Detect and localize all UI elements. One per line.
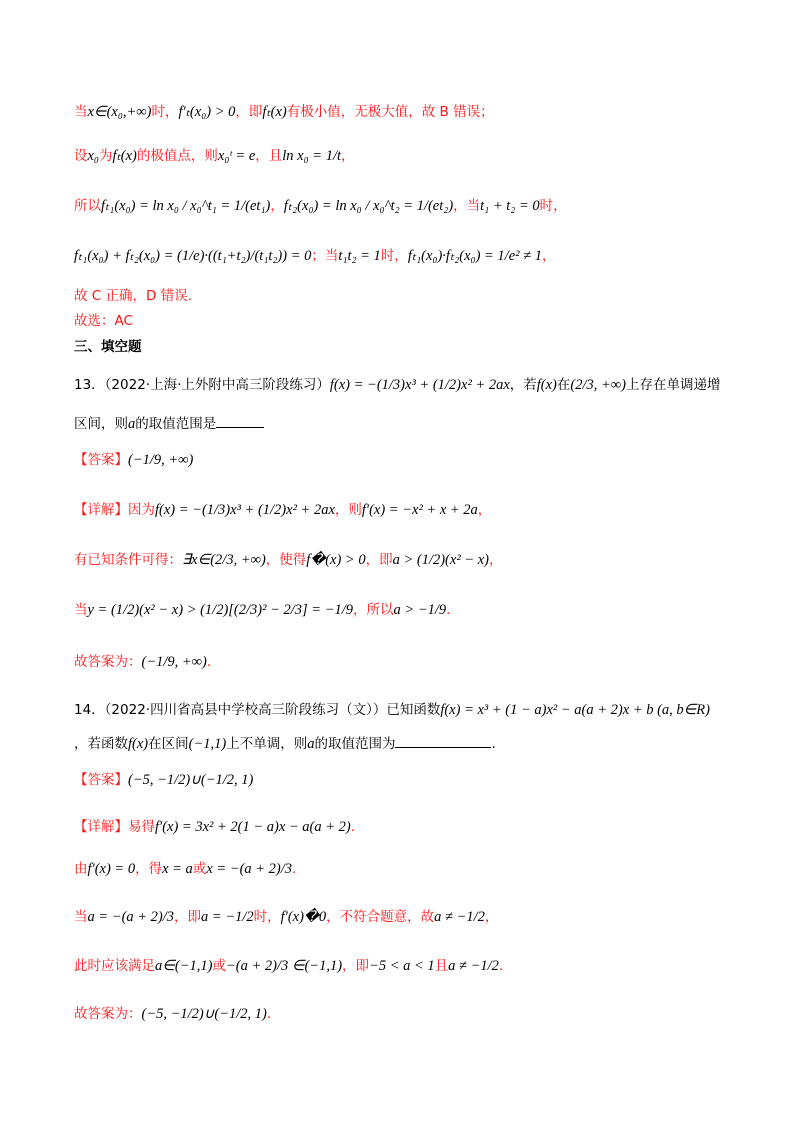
- text-span: ，若函数: [74, 736, 128, 752]
- math-expression: a = −(a + 2)/3: [87, 909, 175, 925]
- text-line: [74, 286, 192, 306]
- text-span: ，即: [174, 909, 202, 925]
- text-span: 区间，则: [74, 416, 128, 432]
- text-span: 在: [556, 377, 571, 393]
- text-span: 或: [192, 861, 207, 877]
- text-span: 有极小值，无极大值，故 B 错误；: [286, 104, 494, 120]
- math-expression: a > −1/9: [393, 602, 447, 618]
- text-span: .: [206, 654, 212, 670]
- text-span: .: [491, 736, 496, 752]
- question-14: [74, 700, 710, 720]
- text-span: ，: [484, 909, 499, 925]
- text-span: ，若: [509, 377, 537, 393]
- math-expression: ln x₀ = 1/t: [282, 148, 342, 164]
- text-span: ，使得: [265, 552, 307, 568]
- math-expression: x∈(x₀,+∞): [87, 104, 152, 120]
- answer-13: [74, 450, 193, 470]
- text-span: ，: [477, 502, 492, 518]
- math-expression: y = (1/2)(x² − x) > (1/2)[(2/3)² − 2/3] = −1/9: [87, 602, 354, 618]
- text-span: 由: [74, 861, 88, 877]
- text-span: 此时应该满足: [74, 958, 155, 974]
- solution-line: [74, 652, 211, 672]
- text-span: ，: [270, 198, 284, 214]
- text-span: 在区间: [148, 736, 189, 752]
- text-span: .: [498, 958, 504, 974]
- solution-line: [74, 600, 450, 620]
- text-span: 时，: [539, 198, 567, 214]
- text-span: ，: [341, 148, 355, 164]
- text-span: 当: [74, 602, 88, 618]
- text-span: ，即: [365, 552, 393, 568]
- question-13: [74, 375, 720, 395]
- text-line: [74, 733, 496, 754]
- text-span: ，所以: [353, 602, 394, 618]
- math-expression: (−1,1): [188, 736, 227, 752]
- math-expression: fₜ₁(x₀)·fₜ₂(x₀) = 1/e² ≠ 1: [407, 248, 542, 264]
- math-expression: x₀ᵗ = e: [217, 148, 256, 164]
- text-span: 【详解】因为: [74, 502, 155, 518]
- text-span: ，得: [135, 861, 163, 877]
- math-expression: x = a: [162, 861, 193, 877]
- answer-blank: [395, 733, 491, 748]
- text-line: [74, 413, 264, 434]
- text-span: 故选：AC: [74, 313, 133, 329]
- math-expression: a: [128, 416, 136, 432]
- math-expression: a ≠ −1/2: [434, 909, 485, 925]
- math-expression: f(x) = x³ + (1 − a)x² − a(a + 2)x + b (a, b∈R): [440, 702, 710, 718]
- text-span: ，则: [334, 502, 362, 518]
- math-expression: f′ₜ(x₀) > 0: [178, 104, 236, 120]
- math-expression: a = −1/2: [201, 909, 254, 925]
- answer-blank: [216, 413, 264, 428]
- math-expression: t₁ + t₂ = 0: [480, 198, 540, 214]
- text-span: 的取值范围为: [314, 736, 396, 752]
- text-span: 【答案】: [74, 452, 128, 468]
- text-span: 有已知条件可得：: [74, 552, 182, 568]
- text-span: 时，: [151, 104, 179, 120]
- math-expression: fₜ₁(x₀) + fₜ₂(x₀) = (1/e)·((t₁+t₂)/(t₁t₂)) = 0: [74, 248, 312, 264]
- math-expression: f(x) = −(1/3)x³ + (1/2)x² + 2ax: [155, 502, 335, 518]
- math-expression: a ≠ −1/2: [448, 958, 499, 974]
- text-span: 上不单调，则: [226, 736, 308, 752]
- text-span: ，: [488, 552, 503, 568]
- text-span: .: [292, 861, 297, 877]
- math-expression: x = −(a + 2)/3: [206, 861, 293, 877]
- text-span: ，即: [342, 958, 370, 974]
- solution-line: [74, 817, 355, 837]
- math-expression: −5 < a < 1: [369, 958, 435, 974]
- text-span: 14．（2022·四川省高县中学校高三阶段练习（文））已知函数: [74, 702, 441, 718]
- math-expression: x₀: [87, 148, 99, 164]
- math-expression: −(a + 2)/3 ∈(−1,1): [225, 958, 343, 974]
- answer-14: [74, 770, 253, 790]
- text-span: 当: [74, 104, 88, 120]
- solution-line: [74, 956, 503, 976]
- math-expression: f(x): [536, 377, 557, 393]
- text-span: 时，: [380, 248, 408, 264]
- text-span: 且: [434, 958, 449, 974]
- math-expression: t₁t₂ = 1: [338, 248, 381, 264]
- text-span: .: [350, 819, 356, 835]
- math-expression: f′(x) = 3x² + 2(1 − a)x − a(a + 2): [155, 819, 351, 835]
- math-expression: fₜ(x): [262, 104, 287, 120]
- text-span: 所以: [74, 198, 101, 214]
- text-span: 时，: [253, 909, 281, 925]
- text-span: 故答案为：: [74, 654, 142, 670]
- math-expression: f′(x)�0: [280, 909, 327, 925]
- math-expression: ∃x∈(2/3, +∞): [182, 552, 266, 568]
- text-line: [74, 246, 555, 266]
- text-span: ，当: [453, 198, 481, 214]
- math-expression: f′(x) = −x² + x + 2a: [361, 502, 478, 518]
- math-expression: a∈(−1,1): [155, 958, 213, 974]
- math-expression: fₜ₂(x₀) = ln x₀ / x₀^t₂ = 1/(et₂): [283, 198, 454, 214]
- solution-line: [74, 907, 498, 927]
- text-span: 【答案】: [74, 772, 128, 788]
- math-expression: (−5, −1/2)∪(−1/2, 1): [128, 772, 254, 788]
- text-span: ；当: [311, 248, 339, 264]
- text-span: 的极值点，则: [136, 148, 218, 164]
- text-span: 故 C 正确，D 错误.: [74, 288, 192, 304]
- math-expression: fₜ(x): [112, 148, 137, 164]
- math-expression: f(x) = −(1/3)x³ + (1/2)x² + 2ax: [329, 377, 510, 393]
- text-span: 故答案为：: [74, 1006, 142, 1022]
- text-span: 【详解】易得: [74, 819, 155, 835]
- math-expression: f(x): [128, 736, 149, 752]
- text-span: .: [266, 1006, 272, 1022]
- math-expression: f′(x) = 0: [87, 861, 136, 877]
- math-expression: fₜ₁(x₀) = ln x₀ / x₀^t₁ = 1/(et₁): [101, 198, 271, 214]
- text-line: [74, 196, 567, 216]
- text-span: ，即: [235, 104, 263, 120]
- math-expression: (−1/9, +∞): [128, 452, 194, 468]
- text-line: [74, 146, 355, 166]
- math-expression: (−5, −1/2)∪(−1/2, 1): [141, 1006, 267, 1022]
- math-expression: (2/3, +∞): [570, 377, 626, 393]
- text-span: 的取值范围是: [135, 416, 217, 432]
- math-expression: a: [307, 736, 315, 752]
- math-expression: (−1/9, +∞): [141, 654, 207, 670]
- math-expression: a > (1/2)(x² − x): [392, 552, 489, 568]
- text-span: 13．（2022·上海·上外附中高三阶段练习）: [74, 377, 330, 393]
- section-heading: [74, 337, 142, 357]
- solution-line: [74, 550, 502, 570]
- text-span: .: [446, 602, 451, 618]
- text-line: [74, 311, 133, 331]
- text-span: ，不符合题意，故: [326, 909, 435, 925]
- text-span: ，: [541, 248, 556, 264]
- text-span: 设: [74, 148, 88, 164]
- solution-line: [74, 1004, 271, 1024]
- text-span: 或: [212, 958, 226, 974]
- text-span: 三、填空题: [74, 339, 142, 355]
- solution-line: [74, 500, 491, 520]
- text-span: 上存在单调递增: [625, 377, 721, 393]
- solution-line: [74, 859, 296, 879]
- text-line: [74, 102, 494, 122]
- text-span: ，且: [255, 148, 283, 164]
- text-span: 为: [98, 148, 113, 164]
- math-expression: f�(x) > 0: [306, 552, 366, 568]
- text-span: 当: [74, 909, 88, 925]
